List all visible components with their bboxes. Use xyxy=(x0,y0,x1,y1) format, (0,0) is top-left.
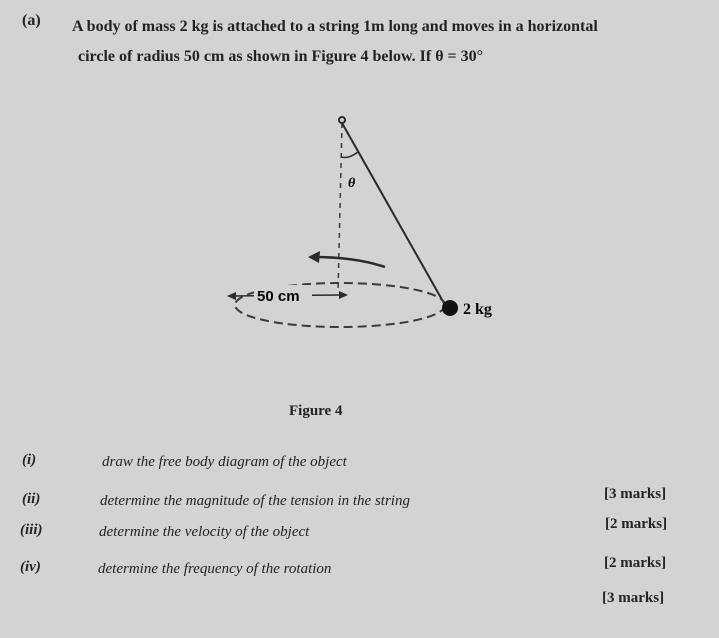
pivot-point xyxy=(339,117,345,123)
angle-label: θ xyxy=(348,176,356,191)
part-ii-text: determine the magnitude of the tension in the string xyxy=(100,493,410,509)
question-label: (a) xyxy=(22,12,41,29)
part-i-marks: [3 marks] xyxy=(604,486,667,502)
motion-arrowhead xyxy=(308,251,320,263)
part-i-text: draw the free body diagram of the object xyxy=(102,454,347,470)
angle-arc xyxy=(341,152,358,157)
radius-arrowhead-right xyxy=(339,291,348,299)
string-line xyxy=(342,123,445,305)
vertical-axis-dashed xyxy=(338,123,342,293)
part-iii-marks: [2 marks] xyxy=(604,555,667,571)
question-text-line-1: A body of mass 2 kg is attached to a string 1m long and moves in a horizontal xyxy=(72,18,598,35)
figure-caption: Figure 4 xyxy=(289,403,343,419)
mass-bob xyxy=(442,300,458,316)
part-ii-number: (ii) xyxy=(22,491,41,507)
part-iv-number: (iv) xyxy=(20,559,41,575)
question-text xyxy=(72,12,702,72)
conical-pendulum-figure xyxy=(205,105,535,340)
part-i-number: (i) xyxy=(22,452,37,468)
part-ii-marks: [2 marks] xyxy=(605,516,668,532)
part-iv-marks: [3 marks] xyxy=(602,590,665,606)
motion-direction-arrow xyxy=(313,257,385,267)
mass-label: 2 kg xyxy=(463,301,492,318)
radius-arrowhead-left xyxy=(227,292,236,300)
part-iii-number: (iii) xyxy=(20,522,43,538)
question-text-line-2: circle of radius 50 cm as shown in Figure 4 below. If θ = 30° xyxy=(78,48,484,65)
radius-label: 50 cm xyxy=(257,288,300,305)
part-iv-text: determine the frequency of the rotation xyxy=(98,561,332,577)
part-iii-text: determine the velocity of the object xyxy=(99,524,310,540)
